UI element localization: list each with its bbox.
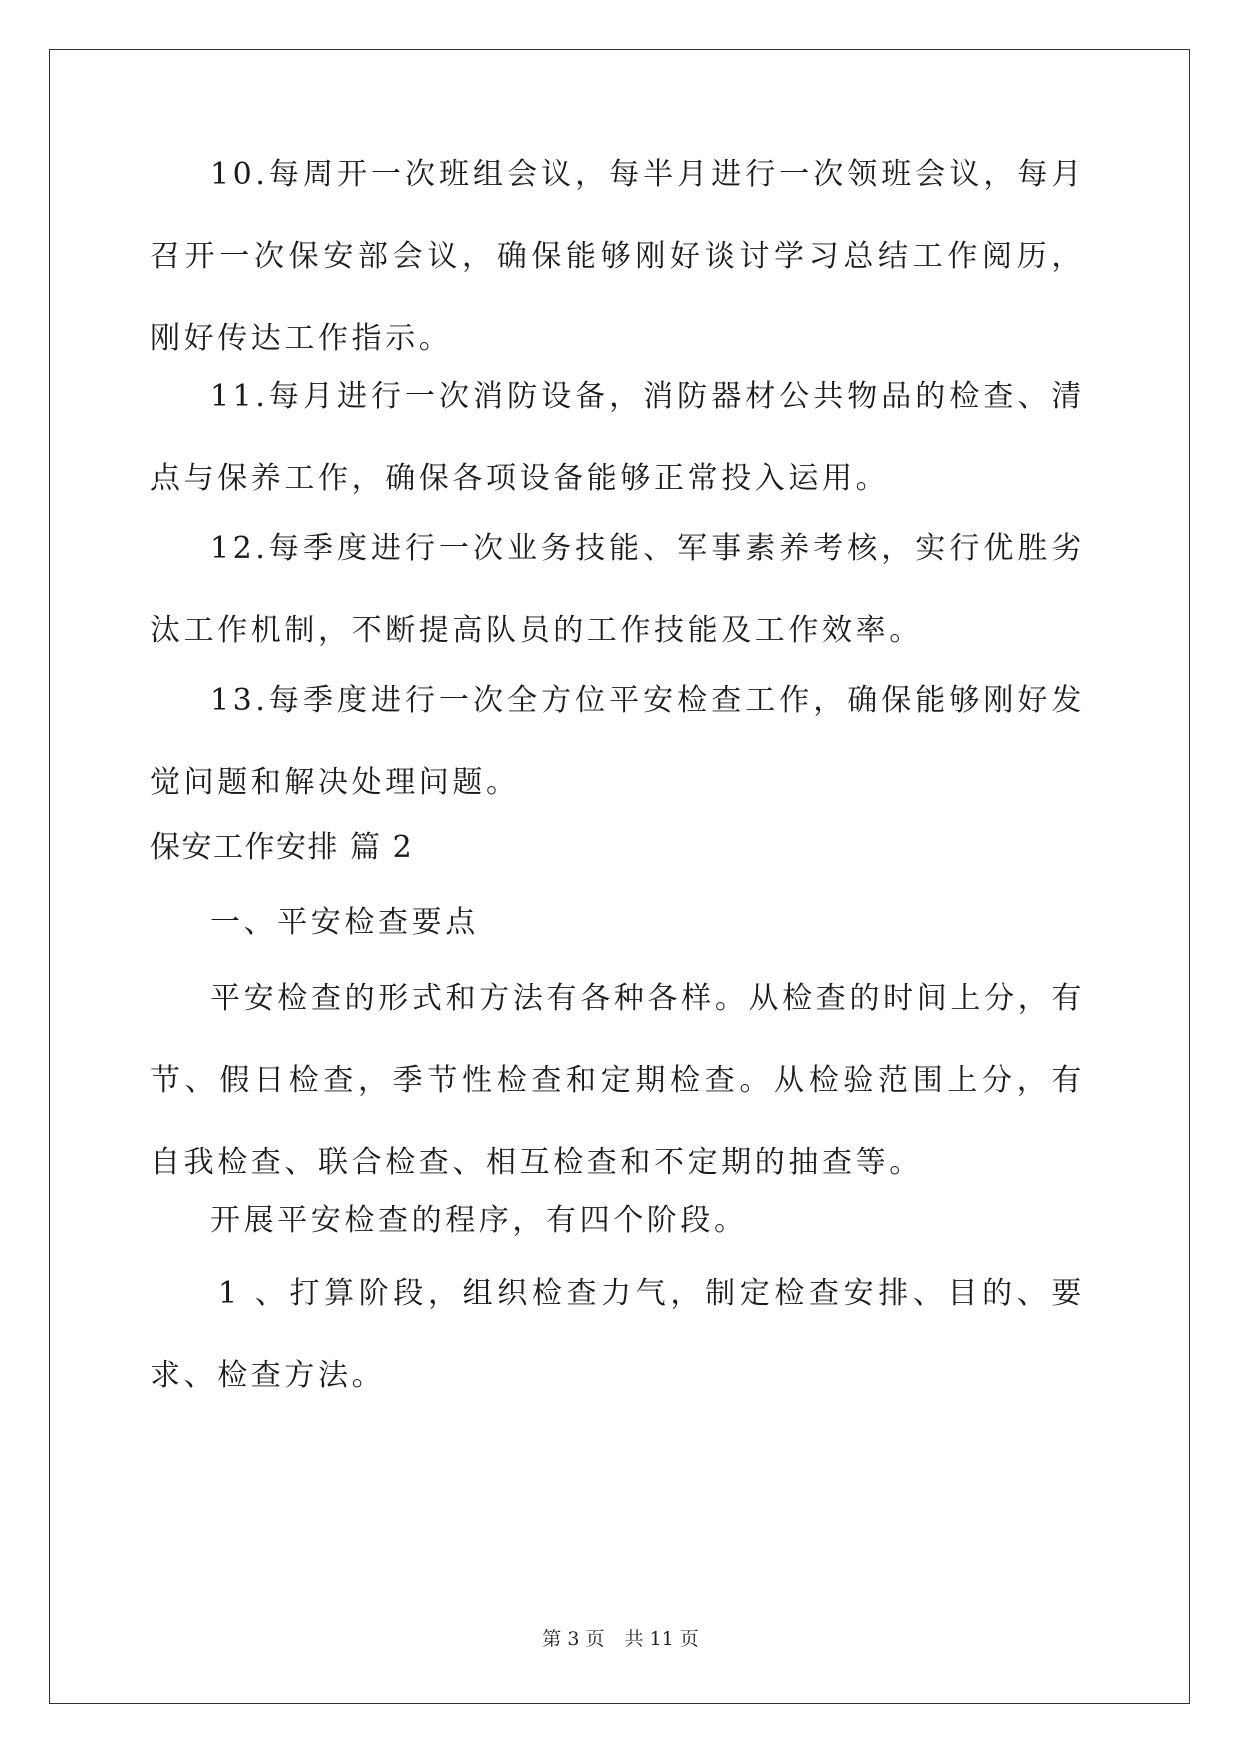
paragraph-procedure: 开展平安检查的程序，有四个阶段。 xyxy=(210,1203,748,1238)
paragraph-step-1: 1 、打算阶段，组织检查力气，制定检查安排、目的、要求、检查方法。 xyxy=(150,1276,1085,1393)
paragraph-inspection-forms: 平安检查的形式和方法有各种各样。从检查的时间上分，有节、假日检查，季节性检查和定期检查。从检验范围上分，有自我检查、联合检查、相互检查和不定期的抽查等。 xyxy=(150,981,1085,1180)
paragraph-item-12: 12.每季度进行一次业务技能、军事素养考核，实行优胜劣汰工作机制，不断提高队员的工作技能及工作效率。 xyxy=(150,531,1085,648)
page-number-current: 第 3 页 xyxy=(542,1628,605,1650)
paragraph-item-10: 10.每周开一次班组会议，每半月进行一次领班会议，每月召开一次保安部会议，确保能够刚好谈讨学习总结工作阅历，刚好传达工作指示。 xyxy=(150,157,1085,356)
sub-heading: 一、平安检查要点 xyxy=(210,905,479,940)
section-title: 保安工作安排 篇 2 xyxy=(150,830,414,865)
paragraph-item-11: 11.每月进行一次消防设备，消防器材公共物品的检查、清点与保养工作，确保各项设备能够正常投入运用。 xyxy=(150,379,1085,496)
paragraph-item-13: 13.每季度进行一次全方位平安检查工作，确保能够刚好发觉问题和解决处理问题。 xyxy=(150,683,1085,800)
page-number-total: 共 11 页 xyxy=(624,1628,699,1650)
page-footer xyxy=(0,1624,1241,1651)
